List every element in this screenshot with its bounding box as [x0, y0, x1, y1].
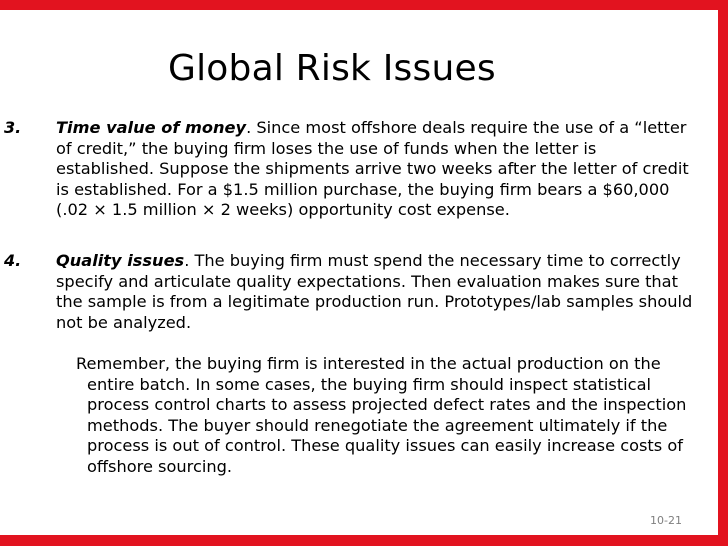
list-item-text	[56, 118, 694, 221]
list-item-lead: Quality issues	[56, 251, 185, 270]
list-number: 3.	[4, 118, 22, 137]
page-number: 10-21	[650, 514, 682, 527]
list-item-text	[56, 251, 694, 333]
list-item-time-value	[4, 118, 694, 221]
list-item-body: . The buying firm must spend the necessary time to correctly specify and articulate quality expectations. Then evaluation makes sure that the sample is from a legitimate production run. Prototypes/lab samples should not be analyzed.	[56, 251, 693, 332]
note-paragraph: Remember, the buying firm is interested in the actual production on the entire batch. In some cases, the buying firm should inspect statistical process control charts to assess projected defect rates and the inspection methods. The buyer should renegotiate the agreement ultimately if the process is out of control. These quality issues can easily increase costs of offshore sourcing.	[76, 354, 687, 476]
list-item-body: . Since most offshore deals require the use of a “letter of credit,” the buying firm loses the use of funds when the letter is established. Suppose the shipments arrive two weeks after the letter of credit is established. For a $1.5 million purchase, the buying firm bears a $60,000 (.02 × 1.5 million × 2 weeks) opportunity cost expense.	[56, 118, 689, 219]
slide-title: Global Risk Issues	[168, 48, 496, 89]
slide-border-right	[718, 0, 728, 546]
list-item-quality-issues	[4, 251, 694, 333]
list-item-lead: Time value of money	[56, 118, 247, 137]
list-number: 4.	[4, 251, 22, 270]
slide-border-top	[0, 0, 728, 10]
slide-border-bottom	[0, 535, 728, 546]
